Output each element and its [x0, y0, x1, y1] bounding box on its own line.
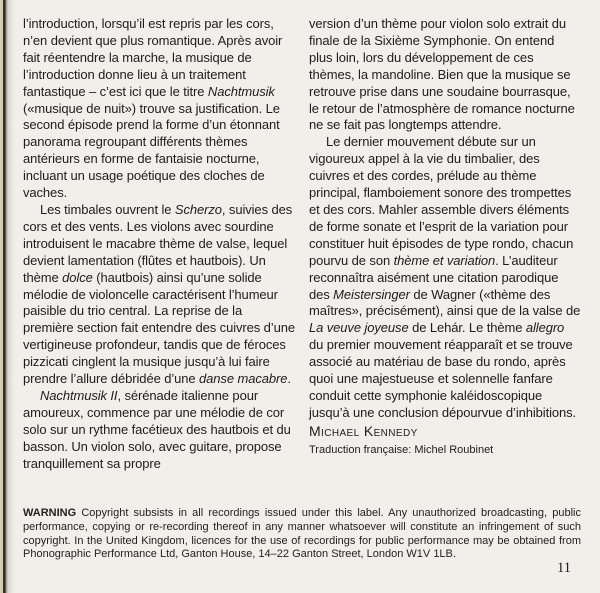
- paragraph: Le dernier mouvement débute sur un vigoureux appel à la vie du timbalier, des cuivres et des cordes, prélude au thème principal, flamboiement sonore des trompettes et des cors. Mahler assemble divers éléments de forme sonate et l’esprit de la variation pour constituer huit épisodes de type rondo, chacun pourvu de son thème et variation. L’auditeur reconnaîtra aisément une citation parodique des Meistersinger de Wagner («thème des maîtres», précisément), ainsi que de la valse de La veuve joyeuse de Lehár. Le thème allegro du premier mouvement réapparaît et se trouve associé au matériau de base du rondo, après quoi une majestueuse et solennelle fanfare conduit cette symphonie kaléidoscopique jusqu’à une conclusion dépourvue d’inhibitions.: [309, 134, 581, 420]
- paragraph: version d’un thème pour violon solo extrait du finale de la Sixième Symphonie. On entend plus loin, lors du développement de ces thèmes, la mandoline. Bien que la musique se retrouve prise dans une soudaine bourrasque, le retour de l’atmosphère de romance nocturne ne se fait pas longtemps attendre.: [309, 16, 575, 133]
- paragraph: l’introduction, lorsqu’il est repris par les cors, n’en devient que plus romantique. Après avoir fait réentendre la marche, la musique de l’introduction donne lieu à un traitement fantastique – c’est ici que le titre Nachtmusik («musique de nuit») trouve sa justification. Le second épisode prend la forme d’un étonnant panorama regroupant différents thèmes antérieurs en forme de fantaisie nocturne, incluant un usage poétique des cloches de vaches.: [23, 16, 283, 201]
- translation-credit: Traduction française: Michel Roubinet: [309, 443, 494, 456]
- copyright-warning: [23, 507, 581, 562]
- warning-text: Copyright subsists in all recordings issued under this label. Any unauthorized broadcasting, public performance, copying or re-recording thereof in any manner whatsoever will constitute an infringement of such copyright. In the United Kingdom, licences for the use of recordings for public performance may be obtained from Phonographic Performance Ltd, Ganton House, 14–22 Ganton Street, London W1V 1LB.: [23, 507, 581, 561]
- paragraph: Nachtmusik II, sérénade italienne pour amoureux, commence par une mélodie de cor solo sur un rythme facétieux des hautbois et du basson. Un violon solo, avec guitare, propose tranquillement sa propre: [23, 387, 291, 471]
- text-column-left: [23, 16, 295, 472]
- text-column-right: [309, 16, 581, 472]
- paragraph: Les timbales ouvrent le Scherzo, suivies des cors et des vents. Les violons avec sourdine introduisent le macabre thème de valse, lequel devient lamentation (flûtes et hautbois). Un thème dolce (hautbois) ainsi qu’une solide mélodie de violoncelle caractérisent l’humeur paisible du trio central. La reprise de la première section fait entendre des cuivres d’une vertigineuse profondeur, tandis que de féroces pizzicati cinglent la musique jusqu’à lui faire prendre l’allure débridée d’une danse macabre.: [23, 201, 295, 387]
- author-byline: Michael Kennedy: [309, 422, 418, 439]
- liner-notes-text: [23, 16, 581, 472]
- warning-label: WARNING: [23, 507, 77, 519]
- page-binding-edge: [0, 0, 14, 593]
- page-number: 11: [557, 560, 571, 576]
